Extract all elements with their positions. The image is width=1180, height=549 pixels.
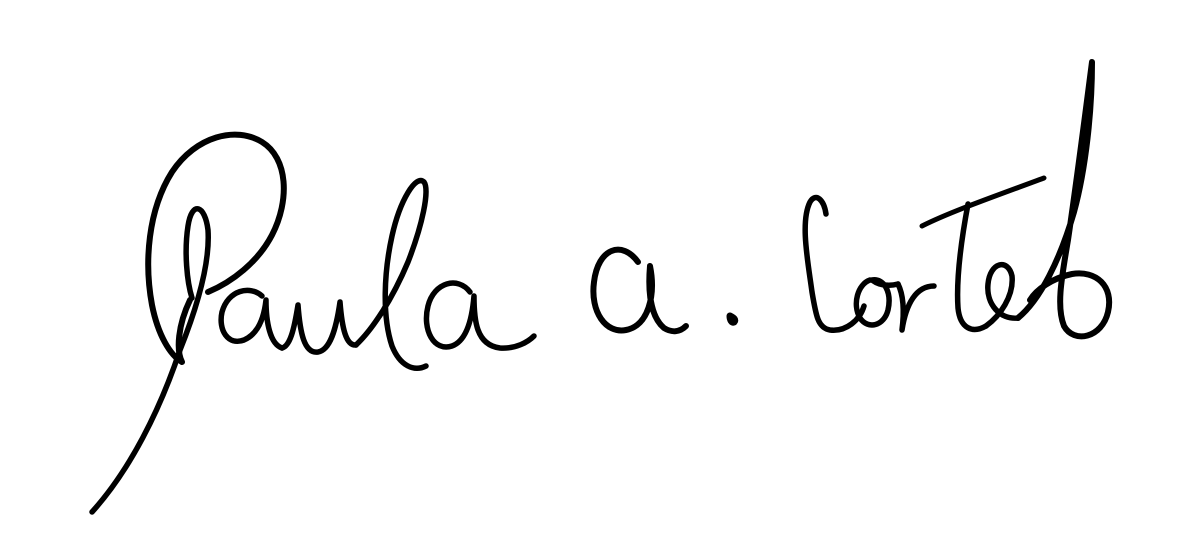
letter-e — [986, 265, 1018, 326]
signature-ink — [92, 62, 1109, 512]
signature-period — [730, 316, 735, 322]
letter-a2 — [426, 283, 534, 348]
letter-t-cross — [922, 178, 1044, 226]
letter-o — [856, 280, 898, 325]
letter-u — [282, 302, 356, 352]
letter-initial-a — [593, 250, 686, 332]
letter-p-bowl — [148, 135, 284, 362]
letter-r — [898, 284, 934, 330]
letter-l — [356, 181, 426, 369]
letter-a1 — [221, 290, 282, 348]
letter-t-stem — [958, 204, 986, 329]
letter-s-flourish — [1018, 62, 1109, 336]
